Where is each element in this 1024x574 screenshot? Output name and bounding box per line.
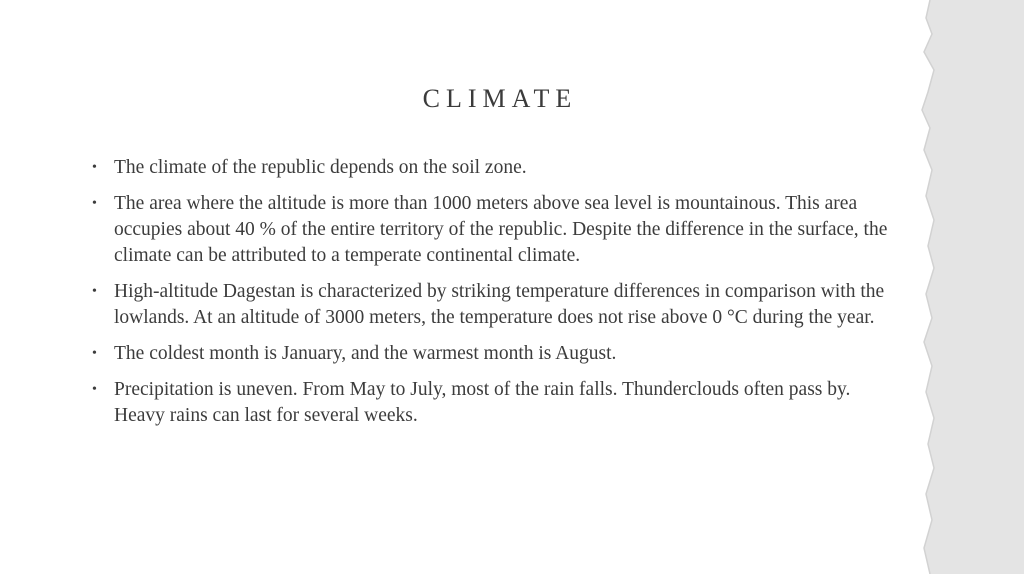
bullet-item: • The climate of the republic depends on the soil zone. xyxy=(92,155,902,181)
slide-title: CLIMATE xyxy=(422,84,578,113)
bullet-item: • Precipitation is uneven. From May to July, most of the rain falls. Thunderclouds often pass by. Heavy rains can last for several weeks. xyxy=(92,377,902,429)
bullet-item: • High-altitude Dagestan is characterized by striking temperature differences in comparison with the lowlands. At an altitude of 3000 meters, the temperature does not rise above 0 °C during the year. xyxy=(92,279,902,331)
bullet-list xyxy=(92,155,902,439)
bullet-item: • The area where the altitude is more than 1000 meters above sea level is mountainous. This area occupies about 40 % of the entire territory of the republic. Despite the difference in the surface, the climate can be attributed to a temperate continental climate. xyxy=(92,191,902,269)
bullet-item: • The coldest month is January, and the warmest month is August. xyxy=(92,341,902,367)
